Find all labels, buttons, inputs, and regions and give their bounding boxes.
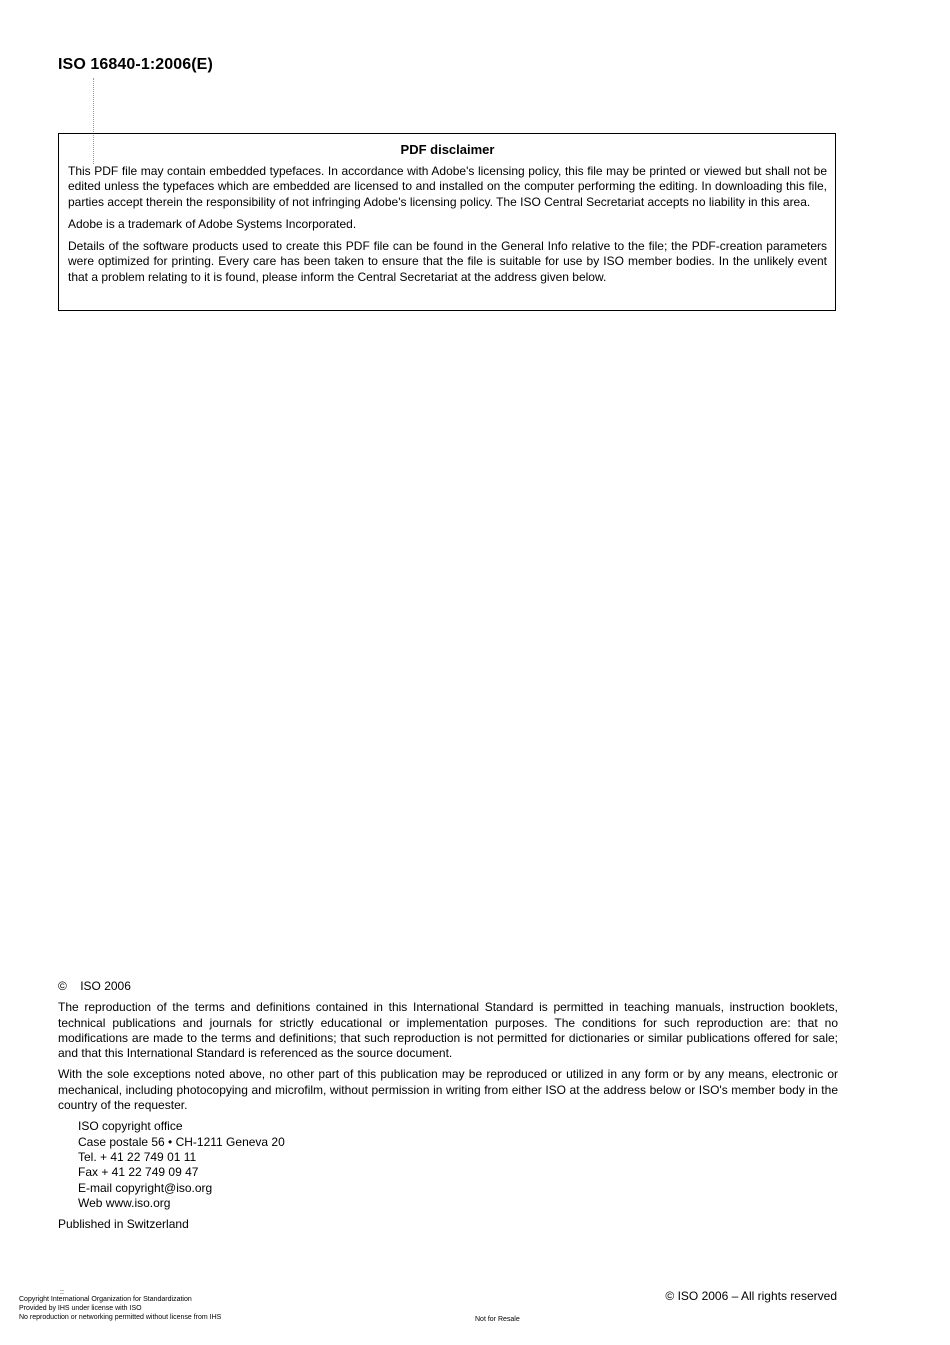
copyright-symbol: © [58, 979, 67, 993]
license-line: No reproduction or networking permitted without license from IHS [19, 1314, 222, 1321]
copyright-office-address [78, 1119, 838, 1211]
copyright-paragraph: With the sole exceptions noted above, no other part of this publication may be reproduced or utilized in any form or by any means, electronic or mechanical, including photocopying and microfilm, without permission in writing from either ISO at the address below or ISO's member body in the country of the requester. [58, 1067, 838, 1113]
footer-rights-reserved: © ISO 2006 – All rights reserved [665, 1289, 837, 1303]
address-line: Case postale 56 • CH-1211 Geneva 20 [78, 1134, 285, 1149]
footer-tiny-mark: :: [60, 1289, 64, 1296]
pdf-disclaimer-box [58, 133, 836, 311]
license-line: Provided by IHS under license with ISO [19, 1305, 142, 1312]
disclaimer-title: PDF disclaimer [400, 142, 495, 157]
copyright-year: ISO 2006 [80, 979, 131, 993]
footer-not-for-resale: Not for Resale [475, 1316, 520, 1323]
address-line: ISO copyright office [78, 1119, 183, 1134]
address-line: Fax + 41 22 749 09 47 [78, 1165, 199, 1180]
license-line: Copyright International Organization for Standardization [19, 1296, 192, 1303]
copyright-notice [58, 979, 838, 994]
document-header-title: ISO 16840-1:2006(E) [58, 56, 213, 73]
copyright-paragraph: The reproduction of the terms and definitions contained in this International Standard is permitted in teaching manuals, instruction booklets, technical publications and journals for strictly educational or implementation purposes. The conditions for such reproduction are: that no modifications are made to the terms and definitions; that such reproduction is not permitted for dictionaries or similar publications offered for sale; and that this International Standard is referenced as the source document. [58, 1000, 838, 1061]
disclaimer-paragraph: This PDF file may contain embedded typefaces. In accordance with Adobe's licensing policy, this file may be printed or viewed but shall not be edited unless the typefaces which are embedded are licensed to and installed on the computer performing the editing. In downloading this file, parties accept therein the responsibility of not infringing Adobe's licensing policy. The ISO Central Secretariat accepts no liability in this area. [68, 164, 827, 209]
address-line: Web www.iso.org [78, 1195, 171, 1210]
published-location: Published in Switzerland [58, 1217, 189, 1232]
disclaimer-paragraph: Details of the software products used to create this PDF file can be found in the General Info relative to the file; the PDF-creation parameters were optimized for printing. Every care has been taken to ensure that the file is suitable for use by ISO member bodies. In the unlikely event that a problem relating to it is found, please inform the Central Secretariat at the address given below. [68, 239, 827, 284]
disclaimer-paragraph: Adobe is a trademark of Adobe Systems Incorporated. [68, 216, 357, 231]
footer-license-notice [19, 1289, 222, 1322]
address-line: E-mail copyright@iso.org [78, 1180, 213, 1195]
copyright-section [58, 979, 838, 1232]
address-line: Tel. + 41 22 749 01 11 [78, 1149, 197, 1164]
